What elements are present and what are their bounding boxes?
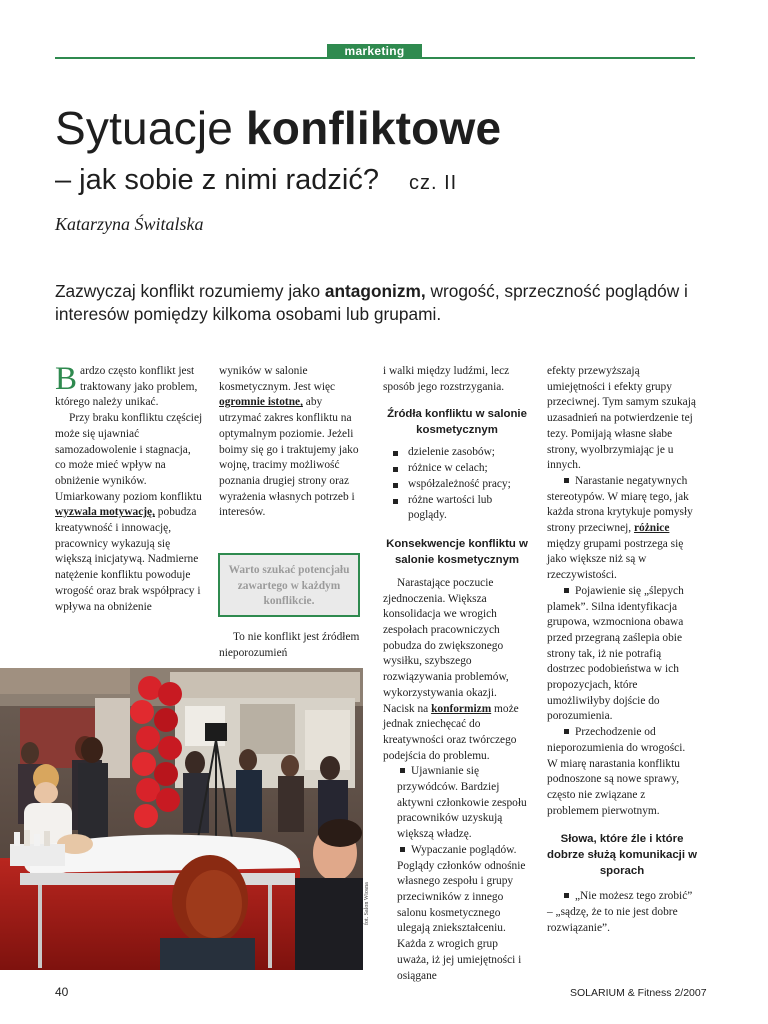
col3-text-2a: Narastające poczucie zjednoczenia. Większa konsolidacja we wrogich zespołach pracowniczych pobudza do zwiększonego wysiłku, szybszego rozwiązywania problemów, wykorzystywania okazji. Nacisk na bbox=[383, 576, 509, 715]
bullet-text: współzależność pracy; bbox=[408, 477, 511, 490]
bullet-icon bbox=[400, 768, 405, 773]
lead-text-2: wrogość, sprzeczność poglądów i interesów pomiędzy kilkoma osobami lub grupami. bbox=[55, 281, 688, 324]
col1-text-2c: pobudza kreatywność i innowację, pracownicy wykazują się większą inicjatywą. Nadmierne natężenie konfliktu powoduje wrogość oraz brak współpracy i wpływa na obniżenie bbox=[55, 506, 201, 613]
article-photo bbox=[0, 668, 363, 970]
bullet-text: różnice w celach; bbox=[408, 462, 488, 475]
lead-paragraph bbox=[55, 280, 705, 326]
column-3 bbox=[383, 364, 531, 984]
column-4 bbox=[547, 364, 697, 937]
lead-text-1: Zazwyczaj konflikt rozumiemy jako bbox=[55, 281, 325, 301]
col3-text-2c: może jednak zniechęcać do kreatywności oraz twórczego podejścia do problemu. bbox=[383, 702, 519, 762]
col2-text-1c: aby utrzymać zakres konfliktu na optymalnym poziomie. Jeżeli boimy się go i traktujemy jako wojnę, tracimy możliwość poznania drugiej strony oraz wyrażenia własnych potrzeb i interesów. bbox=[219, 396, 359, 519]
column-1 bbox=[55, 361, 203, 615]
col3-paragraph-4 bbox=[383, 843, 531, 984]
drop-cap: B bbox=[55, 361, 78, 397]
subhead-words: Słowa, które źle i które dobrze służą komunikacji w sporach bbox=[547, 833, 698, 878]
lead-bold: antagonizm, bbox=[324, 281, 426, 301]
bullet-text: różne wartości lub poglądy. bbox=[408, 493, 493, 522]
bullet-icon bbox=[400, 847, 405, 852]
bullet-icon bbox=[393, 467, 398, 472]
col3-paragraph-1: i walki między ludźmi, lecz sposób jego rozstrzygania. bbox=[383, 365, 510, 393]
col1-highlight: wyzwala motywację, bbox=[55, 506, 155, 519]
col4-text-4: Przechodzenie od nieporozumienia do wrogości. W miarę narastania konfliktu podnoszone są nowe sprawy, często nie związane z problemem pierwotnym. bbox=[547, 726, 686, 817]
col2-paragraph-1 bbox=[219, 364, 364, 521]
col4-paragraph-1: efekty przewyższają umiejętności i efekty grupy przeciwnej. Tym samym szukają uzasadnień na potwierdzenie tej tezy. Pomijają własne słabe strony, wyolbrzymiając je u innych. bbox=[547, 365, 696, 472]
col4-text-2a: Narastanie negatywnych stereotypów. W miarę tego, jak każda strona krytykuje pomysły strony przeciwnej, bbox=[547, 474, 693, 535]
bullet-text: dzielenie zasobów; bbox=[408, 446, 495, 459]
bullet-icon bbox=[393, 451, 398, 456]
col3-paragraph-2 bbox=[383, 576, 531, 764]
column-2 bbox=[219, 364, 364, 521]
col4-highlight: różnice bbox=[633, 522, 670, 535]
col4-text-5: „Nie możesz tego zrobić” – „sądzę, że to nie jest dobre rozwiązanie”. bbox=[547, 890, 693, 934]
bullet-item bbox=[383, 493, 531, 524]
bullet-icon bbox=[393, 499, 398, 504]
bullet-icon bbox=[564, 729, 569, 734]
col1-paragraph-1 bbox=[55, 361, 203, 411]
bullet-item bbox=[383, 461, 531, 477]
col3-text-3: Ujawnianie się przywódców. Bardziej aktywni członkowie zespołu pracowników uzyskują większą władzę. bbox=[397, 765, 527, 841]
col2-paragraph-2: To nie konflikt jest źródłem nieporozumień bbox=[219, 631, 360, 659]
bullet-item bbox=[383, 445, 531, 461]
article-subtitle bbox=[55, 160, 457, 203]
subtitle-part: cz. II bbox=[408, 172, 458, 194]
photo-illustration bbox=[0, 668, 363, 970]
title-light: Sytuacje bbox=[55, 102, 247, 154]
bullet-icon bbox=[564, 478, 569, 483]
col3-highlight: konformizm bbox=[431, 702, 492, 715]
col2-highlight: ogromnie istotne, bbox=[219, 396, 303, 409]
pull-quote-text: Warto szukać potencjału zawartego w każdym konflikcie. bbox=[228, 564, 350, 607]
col4-paragraph-2 bbox=[547, 474, 697, 584]
col3-text-4: Wypaczanie poglądów. Poglądy członków odnośnie własnego zespołu i grupy przeciwników z innego salonu kosmetycznego ulegają zniekształceniu. Każda z wrogich grup uważa, iż jej umiejętności i osiągane bbox=[397, 843, 526, 982]
col4-paragraph-5 bbox=[547, 889, 697, 936]
col4-paragraph-3 bbox=[547, 584, 697, 725]
col3-paragraph-3 bbox=[383, 764, 531, 843]
subhead-sources: Źródła konfliktu w salonie kosmetycznym bbox=[387, 408, 527, 437]
col1-text-1: ardzo często konflikt jest traktowany jako problem, którego należy unikać. bbox=[55, 365, 198, 409]
section-label: marketing bbox=[327, 44, 422, 59]
col1-text-2a: Przy braku konfliktu częściej może się ujawniać samozadowolenie i stagnacja, co może mieć wpływ na obniżenie wyników. Umiarkowany poziom konfliktu bbox=[55, 412, 203, 503]
bullet-icon bbox=[393, 483, 398, 488]
article-title bbox=[55, 98, 501, 158]
col4-paragraph-4 bbox=[547, 725, 697, 819]
col1-paragraph-2 bbox=[55, 411, 203, 615]
bullet-item bbox=[383, 477, 531, 493]
col2-text-1a: wyników w salonie kosmetycznym. Jest więc bbox=[219, 365, 336, 393]
page-number: 40 bbox=[55, 985, 69, 999]
title-bold: konfliktowe bbox=[246, 102, 502, 154]
author: Katarzyna Świtalska bbox=[55, 214, 204, 234]
pull-quote bbox=[218, 553, 360, 617]
bullet-icon bbox=[564, 893, 569, 898]
subtitle-text: – jak sobie z nimi radzić? bbox=[55, 164, 379, 196]
col4-text-2c: między grupami postrzega się jako większe niż są w rzeczywistości. bbox=[547, 537, 684, 582]
subhead-consequences: Konsekwencje konfliktu w salonie kosmetycznym bbox=[386, 537, 528, 566]
bullet-icon bbox=[564, 588, 569, 593]
magazine-issue: SOLARIUM & Fitness 2/2007 bbox=[570, 987, 707, 999]
col4-text-3: Pojawienie się „ślepych plamek”. Silna identyfikacja grupowa, wzmocniona obawa przed przegraną zaślepia obie strony tak, iż nie potrafią dostrzec podobieństwa w ich propozycjach, które umożliwiłyby dojście do porozumienia. bbox=[547, 584, 684, 723]
column-2-continued bbox=[219, 630, 364, 661]
photo-credit: fot. Salon Wiosna bbox=[364, 882, 370, 925]
